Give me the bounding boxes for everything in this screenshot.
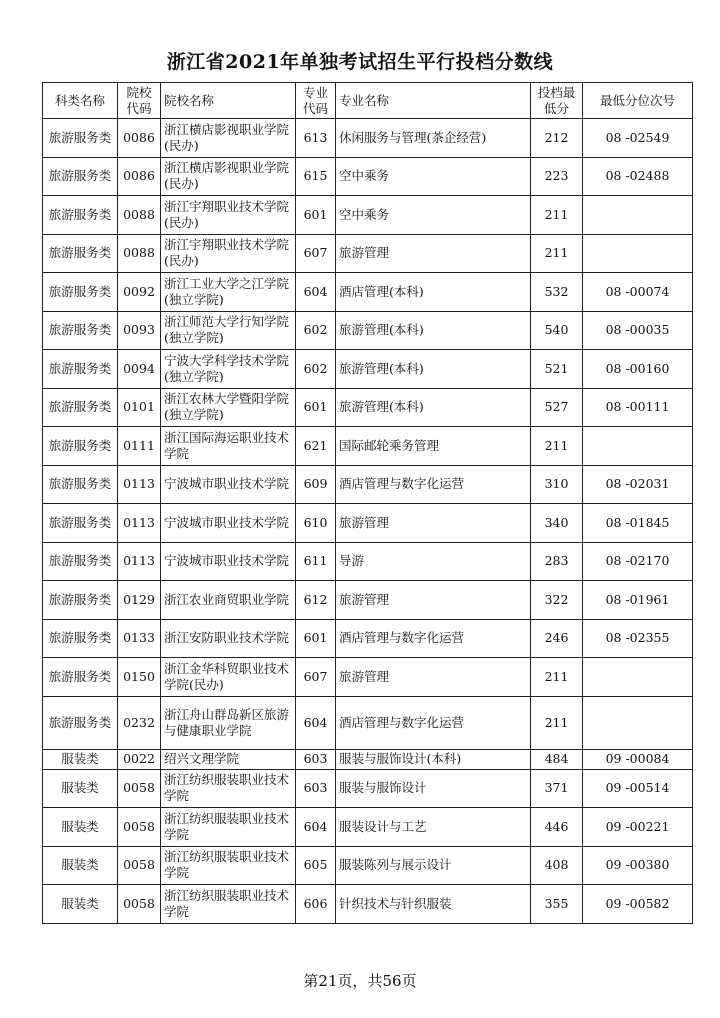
table-row [43, 388, 693, 427]
cell-school-name: 宁波城市职业技术学院 [161, 542, 296, 581]
header-major-code: 专业代码 [296, 83, 336, 119]
cell-school-code: 0113 [118, 542, 161, 581]
table-row [43, 658, 693, 697]
cell-major-code: 609 [296, 465, 336, 504]
table-row [43, 465, 693, 504]
cell-major-code: 612 [296, 581, 336, 620]
cell-major-code: 606 [296, 885, 336, 924]
cell-major-code: 613 [296, 119, 336, 158]
cell-min-rank: 08 -02488 [583, 157, 693, 196]
cell-school-code: 0022 [118, 749, 161, 769]
table-row [43, 119, 693, 158]
cell-category: 旅游服务类 [43, 388, 118, 427]
table-row [43, 350, 693, 389]
cell-min-score: 211 [531, 427, 583, 466]
cell-school-code: 0093 [118, 311, 161, 350]
cell-min-rank: 09 -00514 [583, 769, 693, 808]
cell-min-rank: 09 -00380 [583, 846, 693, 885]
cell-school-name: 宁波大学科学技术学院(独立学院) [161, 350, 296, 389]
document-title: 浙江省2021年单独考试招生平行投档分数线 [166, 51, 554, 73]
table-row [43, 196, 693, 235]
cell-school-code: 0088 [118, 234, 161, 273]
cell-major-name: 酒店管理与数字化运营 [336, 619, 531, 658]
cell-category: 旅游服务类 [43, 658, 118, 697]
cell-major-name: 旅游管理 [336, 504, 531, 543]
cell-major-code: 615 [296, 157, 336, 196]
header-category: 科类名称 [43, 83, 118, 119]
cell-min-score: 211 [531, 658, 583, 697]
table-row [43, 157, 693, 196]
header-min-score: 投档最低分 [531, 83, 583, 119]
cell-major-code: 604 [296, 273, 336, 312]
cell-min-score: 355 [531, 885, 583, 924]
cell-min-rank: 09 -00221 [583, 808, 693, 847]
cell-min-rank [583, 696, 693, 749]
cell-category: 服装类 [43, 769, 118, 808]
cell-category: 旅游服务类 [43, 273, 118, 312]
cell-category: 旅游服务类 [43, 542, 118, 581]
cell-major-name: 旅游管理(本科) [336, 350, 531, 389]
cell-school-code: 0129 [118, 581, 161, 620]
cell-category: 旅游服务类 [43, 119, 118, 158]
cell-min-score: 540 [531, 311, 583, 350]
cell-school-name: 浙江安防职业技术学院 [161, 619, 296, 658]
table-row [43, 769, 693, 808]
cell-major-name: 服装与服饰设计 [336, 769, 531, 808]
cell-category: 旅游服务类 [43, 465, 118, 504]
cell-school-name: 浙江纺织服装职业技术学院 [161, 846, 296, 885]
cell-school-code: 0086 [118, 157, 161, 196]
cell-min-score: 527 [531, 388, 583, 427]
cell-major-name: 旅游管理 [336, 581, 531, 620]
cell-min-score: 211 [531, 196, 583, 235]
cell-category: 服装类 [43, 808, 118, 847]
cell-category: 服装类 [43, 846, 118, 885]
cell-min-rank: 08 -00074 [583, 273, 693, 312]
cell-major-code: 607 [296, 658, 336, 697]
cell-school-name: 浙江纺织服装职业技术学院 [161, 808, 296, 847]
cell-major-name: 旅游管理(本科) [336, 388, 531, 427]
cell-school-code: 0133 [118, 619, 161, 658]
cell-school-code: 0086 [118, 119, 161, 158]
table-row [43, 696, 693, 749]
table-body [43, 119, 693, 924]
cell-major-name: 酒店管理与数字化运营 [336, 465, 531, 504]
cell-school-name: 浙江横店影视职业学院(民办) [161, 119, 296, 158]
cell-school-name: 浙江师范大学行知学院(独立学院) [161, 311, 296, 350]
table-row [43, 749, 693, 769]
cell-category: 旅游服务类 [43, 196, 118, 235]
cell-category: 旅游服务类 [43, 157, 118, 196]
cell-school-code: 0150 [118, 658, 161, 697]
table-row [43, 273, 693, 312]
cell-school-name: 宁波城市职业技术学院 [161, 465, 296, 504]
cell-min-rank: 08 -00160 [583, 350, 693, 389]
cell-major-name: 国际邮轮乘务管理 [336, 427, 531, 466]
cell-min-score: 371 [531, 769, 583, 808]
table-row [43, 885, 693, 924]
cell-major-name: 服装设计与工艺 [336, 808, 531, 847]
cell-school-code: 0092 [118, 273, 161, 312]
cell-school-name: 宁波城市职业技术学院 [161, 504, 296, 543]
cell-min-rank: 08 -00111 [583, 388, 693, 427]
cell-min-score: 532 [531, 273, 583, 312]
cell-major-name: 导游 [336, 542, 531, 581]
cell-major-code: 611 [296, 542, 336, 581]
cell-school-code: 0088 [118, 196, 161, 235]
table-row [43, 581, 693, 620]
cell-min-rank: 08 -00035 [583, 311, 693, 350]
cell-major-code: 602 [296, 311, 336, 350]
cell-major-code: 607 [296, 234, 336, 273]
cell-min-score: 283 [531, 542, 583, 581]
cell-min-rank [583, 196, 693, 235]
cell-min-rank: 08 -01961 [583, 581, 693, 620]
cell-major-code: 601 [296, 196, 336, 235]
cell-major-name: 旅游管理 [336, 234, 531, 273]
cell-min-rank [583, 427, 693, 466]
cell-school-code: 0058 [118, 885, 161, 924]
cell-school-code: 0113 [118, 465, 161, 504]
cell-major-name: 旅游管理(本科) [336, 311, 531, 350]
cell-category: 旅游服务类 [43, 311, 118, 350]
cell-major-name: 服装陈列与展示设计 [336, 846, 531, 885]
cell-min-score: 211 [531, 234, 583, 273]
cell-category: 服装类 [43, 749, 118, 769]
cell-school-code: 0058 [118, 769, 161, 808]
cell-min-rank: 08 -02355 [583, 619, 693, 658]
cell-school-name: 浙江舟山群岛新区旅游与健康职业学院 [161, 696, 296, 749]
cell-school-name: 浙江纺织服装职业技术学院 [161, 769, 296, 808]
table-row [43, 619, 693, 658]
cell-major-name: 酒店管理与数字化运营 [336, 696, 531, 749]
header-school-name: 院校名称 [161, 83, 296, 119]
cell-min-score: 521 [531, 350, 583, 389]
cell-min-rank: 08 -02170 [583, 542, 693, 581]
cell-school-code: 0058 [118, 846, 161, 885]
cell-school-code: 0111 [118, 427, 161, 466]
cell-min-rank: 08 -02031 [583, 465, 693, 504]
cell-min-rank [583, 658, 693, 697]
header-major-name: 专业名称 [336, 83, 531, 119]
cell-school-name: 浙江金华科贸职业技术学院(民办) [161, 658, 296, 697]
score-table [42, 82, 693, 924]
header-min-rank: 最低分位次号 [583, 83, 693, 119]
cell-min-score: 446 [531, 808, 583, 847]
cell-major-name: 酒店管理(本科) [336, 273, 531, 312]
cell-major-code: 601 [296, 388, 336, 427]
cell-category: 旅游服务类 [43, 619, 118, 658]
cell-major-code: 604 [296, 696, 336, 749]
cell-school-name: 浙江农业商贸职业学院 [161, 581, 296, 620]
cell-school-code: 0058 [118, 808, 161, 847]
cell-major-name: 休闲服务与管理(茶企经营) [336, 119, 531, 158]
cell-major-code: 602 [296, 350, 336, 389]
cell-category: 旅游服务类 [43, 234, 118, 273]
cell-school-name: 浙江工业大学之江学院(独立学院) [161, 273, 296, 312]
cell-school-code: 0101 [118, 388, 161, 427]
cell-major-code: 621 [296, 427, 336, 466]
page-footer: 第21页，共56页 [303, 972, 417, 990]
table-row [43, 846, 693, 885]
cell-min-score: 310 [531, 465, 583, 504]
cell-major-code: 603 [296, 769, 336, 808]
table-row [43, 311, 693, 350]
cell-school-name: 浙江宇翔职业技术学院(民办) [161, 196, 296, 235]
cell-major-name: 空中乘务 [336, 196, 531, 235]
cell-major-code: 601 [296, 619, 336, 658]
cell-school-code: 0232 [118, 696, 161, 749]
table-row [43, 808, 693, 847]
cell-major-code: 604 [296, 808, 336, 847]
cell-major-name: 针织技术与针织服装 [336, 885, 531, 924]
cell-min-rank: 08 -02549 [583, 119, 693, 158]
cell-major-code: 610 [296, 504, 336, 543]
cell-min-rank [583, 234, 693, 273]
cell-min-score: 484 [531, 749, 583, 769]
cell-school-name: 绍兴文理学院 [161, 749, 296, 769]
cell-major-code: 603 [296, 749, 336, 769]
cell-category: 服装类 [43, 885, 118, 924]
cell-min-score: 408 [531, 846, 583, 885]
cell-category: 旅游服务类 [43, 504, 118, 543]
table-row [43, 234, 693, 273]
cell-major-name: 服装与服饰设计(本科) [336, 749, 531, 769]
cell-school-name: 浙江宇翔职业技术学院(民办) [161, 234, 296, 273]
cell-min-rank: 08 -01845 [583, 504, 693, 543]
table-row [43, 504, 693, 543]
cell-major-name: 空中乘务 [336, 157, 531, 196]
cell-min-score: 212 [531, 119, 583, 158]
table-header-row [43, 83, 693, 119]
cell-category: 旅游服务类 [43, 696, 118, 749]
cell-min-score: 223 [531, 157, 583, 196]
header-school-code: 院校代码 [118, 83, 161, 119]
cell-min-score: 340 [531, 504, 583, 543]
cell-category: 旅游服务类 [43, 581, 118, 620]
cell-school-name: 浙江纺织服装职业技术学院 [161, 885, 296, 924]
cell-min-rank: 09 -00582 [583, 885, 693, 924]
cell-min-score: 246 [531, 619, 583, 658]
cell-min-score: 211 [531, 696, 583, 749]
table-row [43, 542, 693, 581]
cell-major-code: 605 [296, 846, 336, 885]
table-row [43, 427, 693, 466]
cell-school-code: 0113 [118, 504, 161, 543]
cell-school-name: 浙江国际海运职业技术学院 [161, 427, 296, 466]
cell-category: 旅游服务类 [43, 350, 118, 389]
cell-min-rank: 09 -00084 [583, 749, 693, 769]
cell-school-name: 浙江农林大学暨阳学院(独立学院) [161, 388, 296, 427]
cell-category: 旅游服务类 [43, 427, 118, 466]
cell-min-score: 322 [531, 581, 583, 620]
cell-major-name: 旅游管理 [336, 658, 531, 697]
cell-school-name: 浙江横店影视职业学院(民办) [161, 157, 296, 196]
cell-school-code: 0094 [118, 350, 161, 389]
